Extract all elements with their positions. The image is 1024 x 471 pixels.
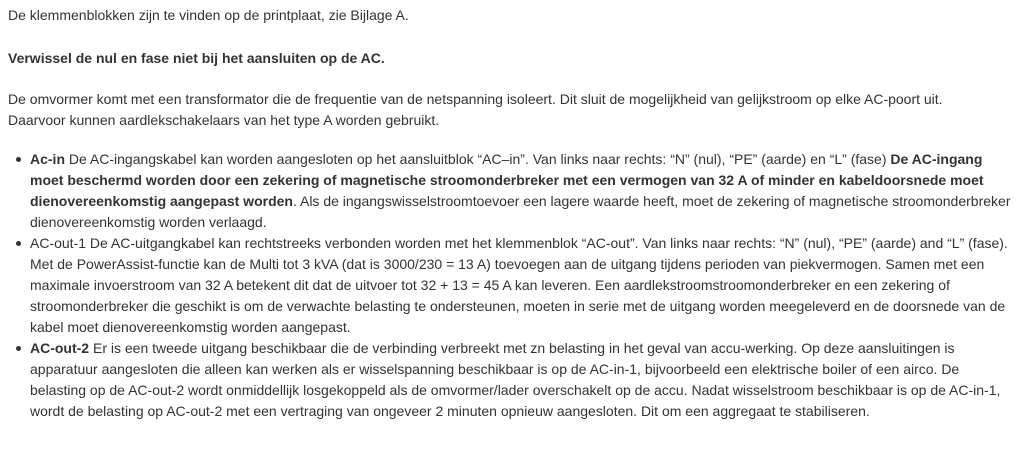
ac-in-text: De AC-ingangskabel kan worden aangesloten op het aansluitblok “AC–in”. Van links naar rechts: “N” (nul), “PE” (aarde) en “L” (fase) — [65, 151, 891, 167]
list-item-ac-out-2 — [30, 338, 1015, 422]
list-item-ac-out-1 — [30, 233, 1015, 338]
intro-paragraph: De klemmenblokken zijn te vinden op de printplaat, zie Bijlage A. — [8, 7, 409, 23]
ac-out-2-text: Er is een tweede uitgang beschikbaar die de verbinding verbreekt met zn belasting in het geval van accu-werking. Op deze aansluitingen is apparatuur aangesloten die alleen kan werken als er wisselspanning beschikbaar is op de AC-in-1, bijvoorbeeld een elektrische boiler of een airco. De belasting op de AC-out-2 wordt onmiddellijk losgekoppeld als de omvormer/lader overschakelt op de accu. Nadat wisselstroom beschikbaar is op de AC-in-1, wordt de belasting op AC-out-2 met een vertraging van ongeveer 2 minuten opnieuw aangesloten. Dit om een aggregaat te stabiliseren. — [30, 340, 1001, 419]
warning-paragraph: Verwissel de nul en fase niet bij het aansluiten op de AC. — [8, 50, 385, 66]
connection-list — [8, 149, 1015, 422]
bullet-icon — [16, 241, 21, 246]
ac-in-emphasis: De AC-ingang moet beschermd worden door een zekering of magnetische stroomonderbreker met een vermogen van 32 A of minder en kabeldoorsnede moet dienovereenkomstig aangepast worden — [30, 151, 984, 209]
bullet-icon — [16, 346, 21, 351]
ac-out-1-text: AC-out-1 De AC-uitgangkabel kan rechtstreeks verbonden worden met het klemmenblok “AC-out”. Van links naar rechts: “N” (nul), “PE” (aarde) and “L” (fase). Met de PowerAssist-functie kan de Multi tot 3 kVA (dat is 3000/230 = 13 A) toevoegen aan de uitgang tijdens perioden van piekvermogen. Samen met een maximale invoerstroom van 32 A betekent dit dat de uitvoer tot 32 + 13 = 45 A kan leveren. Een aardlekstroomstroomonderbreker en een zekering of stroomonderbreker die geschikt is om de verwachte belasting te ondersteunen, moeten in serie met de uitgang worden meegeleverd en de doorsnede van de kabel moet dienovereenkomstig worden aangepast. — [30, 235, 1008, 335]
isolation-paragraph: De omvormer komt met een transformator die de frequentie van de netspanning isoleert. Dit sluit de mogelijkheid van gelijkstroom op elke AC-poort uit. Daarvoor kunnen aardlekschakelaars van het type A worden gebruikt. — [8, 91, 943, 128]
ac-out-2-term: AC-out-2 — [30, 340, 90, 356]
bullet-icon — [16, 157, 21, 162]
ac-in-text-end: . Als de ingangswisselstroomtoevoer een lagere waarde heeft, moet de zekering of magnetische stroomonderbreker dienovereenkomstig worden verlaagd. — [30, 193, 1011, 230]
ac-in-term: Ac-in — [30, 151, 65, 167]
list-item-ac-in — [30, 149, 1015, 233]
